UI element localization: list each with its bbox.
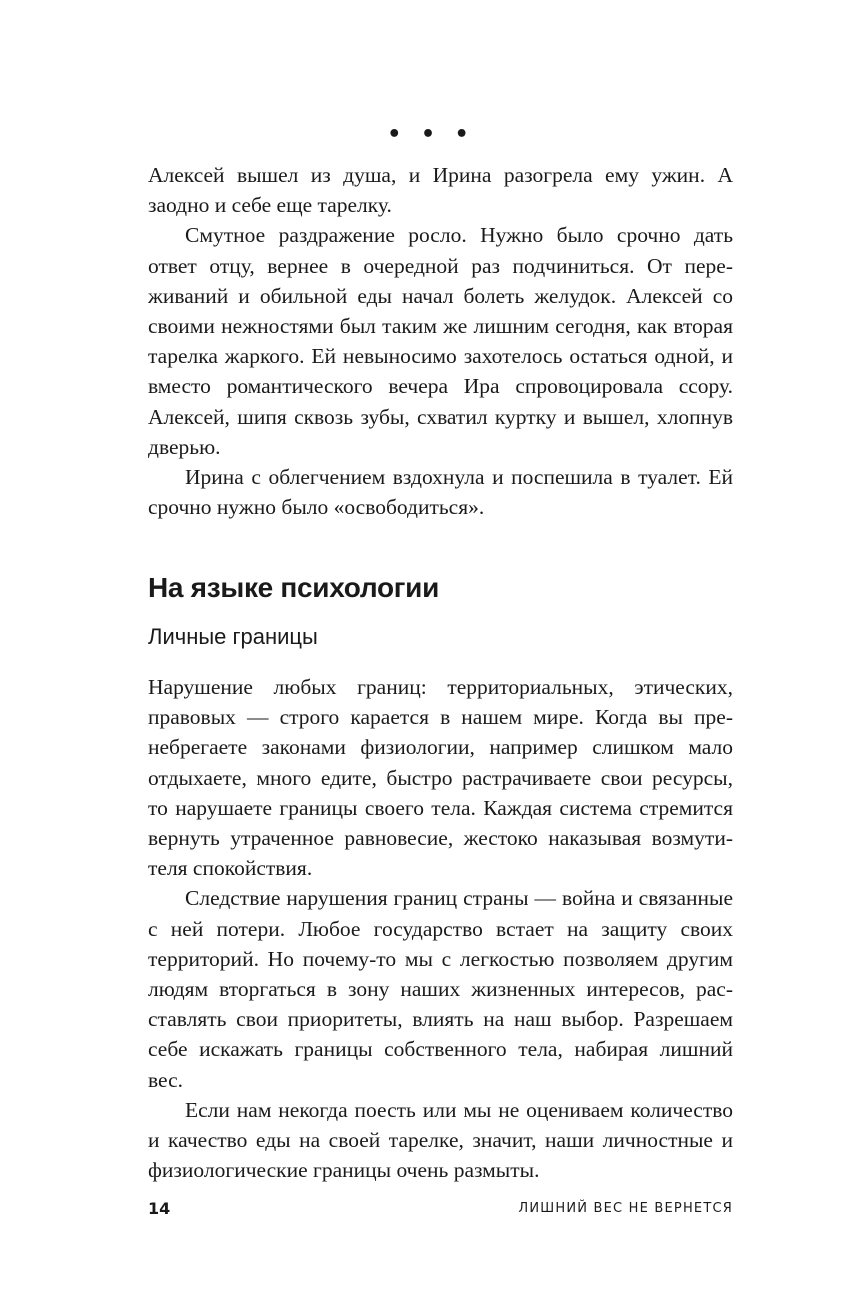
paragraph: Алексей вышел из душа, и Ирина разогрела ему ужин. А заодно и себе еще тарелку. [148, 163, 733, 218]
section-body-text [148, 672, 733, 1185]
paragraph: Если нам некогда поесть или мы не оцениваем количество и качество еды на своей тарелке, значит, наши личностные и физиологические границы очень размыты. [148, 1097, 733, 1183]
page-footer [148, 1197, 733, 1221]
paragraph: Следствие нарушения границ страны — война и связанные с ней потери. Любое государство встает на защиту своих территорий. Но почему-то мы с легкостью позволяем другим людям вторгаться в зону наших жизненных интересов, расставлять свои приоритеты, влиять на наш выбор. Разрешаем себе искажать границы собственного тела, набирая лишний вес. [148, 886, 733, 1092]
page-number: 14 [148, 1199, 171, 1218]
section-heading: На языке психологии [148, 572, 439, 603]
running-title: ЛИШНИЙ ВЕС НЕ ВЕРНЕТСЯ [518, 1201, 733, 1216]
scene-separator: • • • [387, 122, 475, 147]
paragraph: Ирина с облегчением вздохнула и поспешила в туалет. Ей срочно нужно было «освободиться». [148, 465, 733, 520]
paragraph: Нарушение любых границ: территориальных, этических, правовых — строго карается в нашем мире. Когда вы пренебрегаете законами физиологии, например слишком мало отдыхаете, много едите, быстро растрачиваете свои ресурсы, то нарушаете границы своего тела. Каждая система стремится вернуть утраченное равновесие, жестоко наказывая возмутителя спокойствия. [148, 675, 733, 881]
subsection-heading: Личные границы [148, 624, 318, 649]
paragraph: Смутное раздражение росло. Нужно было срочно дать ответ отцу, вернее в очередной раз подчиниться. От переживаний и обильной еды начал болеть желудок. Алексей со своими нежностями был таким же лишним сегодня, как вторая тарелка жаркого. Ей невыносимо захотелось остаться одной, и вместо романтического вечера Ира спровоцировала ссору. Алексей, шипя сквозь зубы, схватил куртку и вышел, хлопнув дверью. [148, 223, 733, 459]
story-text [148, 160, 733, 522]
